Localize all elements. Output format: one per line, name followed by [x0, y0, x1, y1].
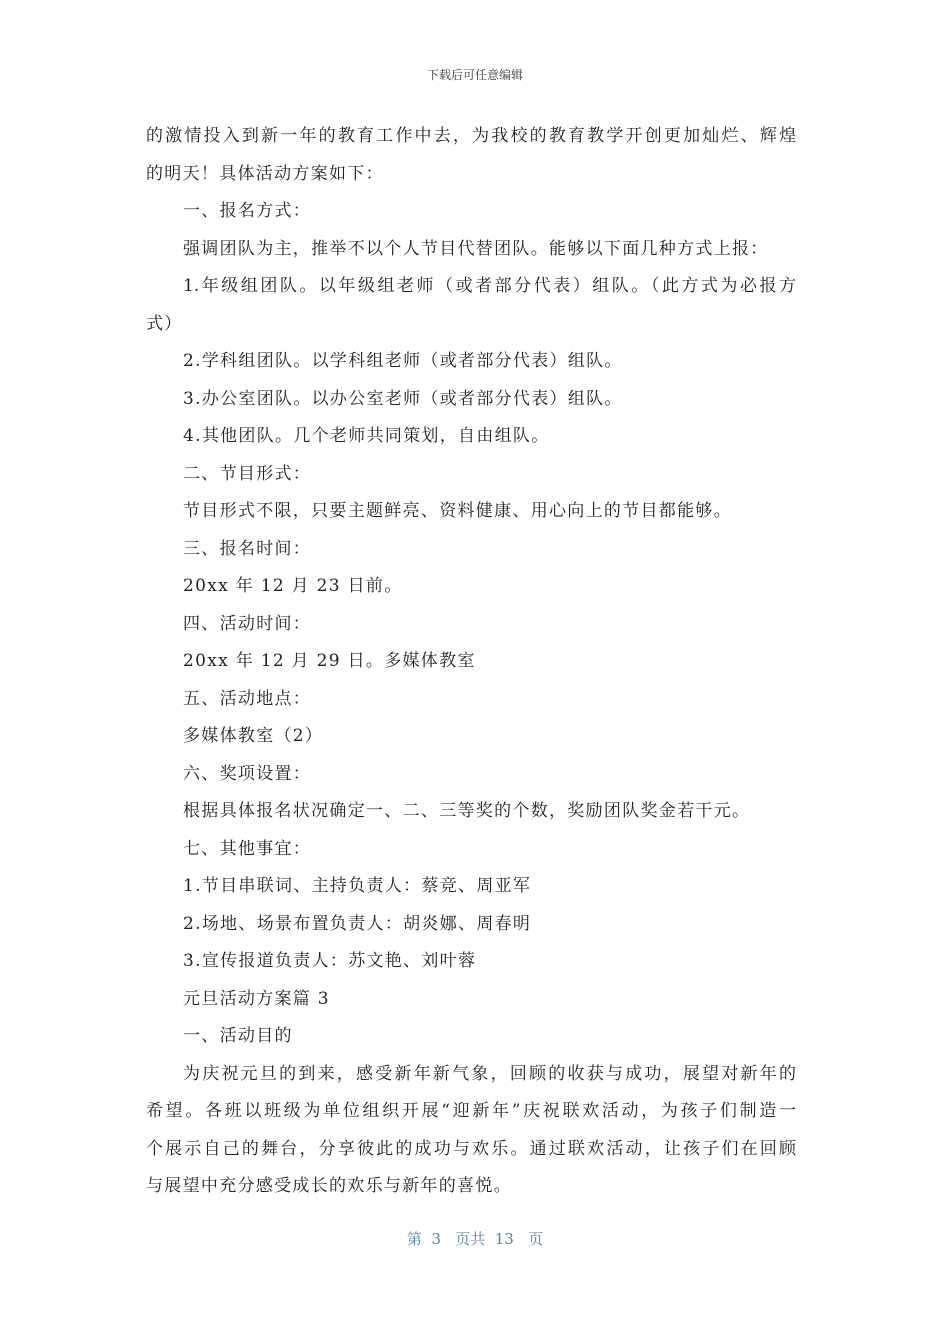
document-body	[146, 118, 796, 1206]
paragraph-line: 个展示自己的舞台，分享彼此的成功与欢乐。通过联欢活动，让孩子们在回顾	[146, 1138, 796, 1159]
list-item-continuation: 式）	[146, 313, 183, 334]
paragraph-line: 的激情投入到新一年的教育工作中去，为我校的教育教学开创更加灿烂、辉煌	[146, 126, 796, 146]
section-heading: 一、报名方式：	[183, 201, 312, 221]
paragraph-line: 希望。各班以班级为单位组织开展“迎新年”庆祝联欢活动，为孩子们制造一	[146, 1101, 796, 1121]
paragraph-line: 节目形式不限，只要主题鲜亮、资料健康、用心向上的节目都能够。	[183, 501, 732, 521]
paragraph-line: 为庆祝元旦的到来，感受新年新气象，回顾的收获与成功，展望对新年的	[183, 1063, 796, 1084]
list-item: 2.学科组团队。以学科组老师（或者部分代表）组队。	[183, 351, 623, 371]
paragraph-line: 多媒体教室（2）	[183, 726, 324, 746]
paragraph-line: 的明天！具体活动方案如下：	[146, 163, 384, 184]
section-heading: 五、活动地点：	[183, 688, 312, 709]
list-item: 3.宣传报道负责人：苏文艳、刘叶蓉	[183, 951, 477, 971]
paragraph-line: 强调团队为主，推举不以个人节目代替团队。能够以下面几种方式上报：	[183, 238, 769, 259]
page-header-note: 下载后可任意编辑	[426, 68, 523, 82]
list-item: 3.办公室团队。以办公室老师（或者部分代表）组队。	[183, 388, 623, 409]
section-heading: 六、奖项设置：	[183, 763, 312, 784]
list-item: 4.其他团队。几个老师共同策划，自由组队。	[183, 426, 550, 446]
page-number-footer: 第 3 页共 13 页	[406, 1230, 544, 1248]
section-heading: 三、报名时间：	[183, 538, 312, 559]
section-heading: 七、其他事宜：	[183, 838, 312, 859]
paragraph-line: 20xx 年 12 月 29 日。多媒体教室	[183, 651, 476, 671]
section-heading: 四、活动时间：	[183, 613, 312, 634]
list-item: 1.年级组团队。以年级组老师（或者部分代表）组队。（此方式为必报方	[183, 276, 796, 296]
paragraph-line: 根据具体报名状况确定一、二、三等奖的个数，奖励团队奖金若干元。	[183, 801, 751, 821]
list-item: 2.场地、场景布置负责人：胡炎娜、周春明	[183, 913, 532, 934]
paragraph-line: 20xx 年 12 月 23 日前。	[183, 576, 403, 596]
paragraph-line: 与展望中充分感受成长的欢乐与新年的喜悦。	[146, 1176, 512, 1196]
subsection-title: 元旦活动方案篇 3	[183, 988, 330, 1009]
list-item: 1.节目串联词、主持负责人：蔡竞、周亚军	[183, 876, 532, 896]
section-heading: 二、节目形式：	[183, 463, 312, 484]
section-heading: 一、活动目的	[183, 1026, 293, 1046]
